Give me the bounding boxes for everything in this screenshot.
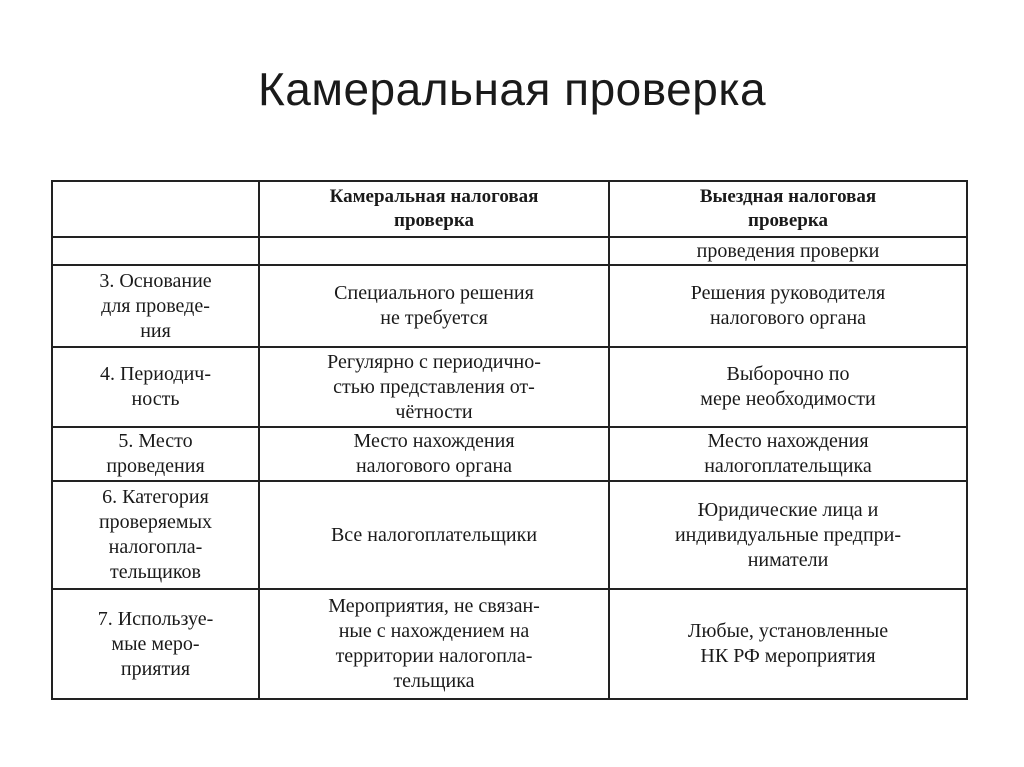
field-line: Любые, установленные bbox=[687, 620, 889, 642]
criterion-cell bbox=[52, 265, 259, 347]
continuation-cell-empty bbox=[52, 237, 259, 265]
continuation-cell-field bbox=[609, 237, 967, 265]
criterion-line: для проведе- bbox=[101, 294, 210, 317]
desk-line: не требуется bbox=[380, 307, 488, 329]
field-line: налогового органа bbox=[709, 307, 867, 329]
criterion-line: проверяемых bbox=[98, 511, 213, 533]
desk-line: Регулярно с периодично- bbox=[327, 350, 541, 373]
criterion-line: 4. Периодич- bbox=[99, 363, 212, 385]
desk-line: территории налогопла- bbox=[335, 645, 533, 667]
criterion-line: ния bbox=[140, 319, 171, 342]
criterion-line: налогопла- bbox=[108, 536, 203, 558]
header-cell-desk-audit bbox=[259, 181, 609, 237]
table-row bbox=[52, 481, 967, 589]
criterion-line: 7. Используе- bbox=[97, 607, 214, 630]
table-row bbox=[52, 265, 967, 347]
field-line: индивидуальные предпри- bbox=[674, 523, 902, 546]
field-line: НК РФ мероприятия bbox=[700, 645, 876, 667]
continuation-cell-empty bbox=[259, 237, 609, 265]
criterion-cell bbox=[52, 589, 259, 699]
criterion-cell bbox=[52, 427, 259, 481]
header-desk-line: Камеральная налоговая bbox=[329, 186, 539, 207]
header-cell-field-audit bbox=[609, 181, 967, 237]
field-line: Выборочно по bbox=[726, 363, 850, 385]
header-field-line: проверка bbox=[748, 210, 828, 231]
desk-line: налогового органа bbox=[355, 455, 513, 477]
field-audit-cell bbox=[609, 589, 967, 699]
criterion-line: мые меро- bbox=[111, 632, 200, 655]
field-line: Решения руководителя bbox=[690, 282, 886, 304]
table-row bbox=[52, 427, 967, 481]
header-cell-empty bbox=[52, 181, 259, 237]
criterion-line: тельщиков bbox=[110, 561, 201, 583]
comparison-table bbox=[51, 180, 968, 700]
field-line: Место нахождения bbox=[707, 430, 869, 452]
continuation-row bbox=[52, 237, 967, 265]
criterion-line: 5. Место bbox=[118, 430, 193, 452]
desk-audit-cell bbox=[259, 481, 609, 589]
header-row bbox=[52, 181, 967, 237]
desk-audit-cell bbox=[259, 347, 609, 427]
field-audit-cell bbox=[609, 427, 967, 481]
field-line: ниматели bbox=[747, 548, 829, 571]
header-desk-line: проверка bbox=[394, 210, 474, 231]
desk-audit-cell bbox=[259, 265, 609, 347]
desk-line: Место нахождения bbox=[353, 430, 515, 452]
criterion-line: проведения bbox=[106, 455, 205, 477]
desk-line: Специального решения bbox=[334, 282, 534, 304]
table-row bbox=[52, 589, 967, 699]
table-row bbox=[52, 347, 967, 427]
field-audit-cell bbox=[609, 265, 967, 347]
field-audit-cell bbox=[609, 481, 967, 589]
desk-audit-cell bbox=[259, 589, 609, 699]
continuation-text: проведения проверки bbox=[696, 239, 880, 262]
desk-line: Все налогоплательщики bbox=[330, 523, 538, 546]
slide-title: Камеральная проверка bbox=[257, 63, 767, 115]
desk-line: стью представления от- bbox=[333, 375, 535, 398]
desk-line: чётности bbox=[395, 400, 473, 423]
criterion-cell bbox=[52, 481, 259, 589]
field-audit-cell bbox=[609, 347, 967, 427]
field-line: Юридические лица и bbox=[697, 498, 879, 521]
desk-audit-cell bbox=[259, 427, 609, 481]
criterion-line: 3. Основание bbox=[99, 269, 212, 292]
criterion-cell bbox=[52, 347, 259, 427]
criterion-line: 6. Категория bbox=[102, 486, 209, 508]
field-line: мере необходимости bbox=[700, 388, 876, 410]
desk-line: тельщика bbox=[393, 670, 475, 692]
criterion-line: ность bbox=[131, 388, 180, 410]
desk-line: Мероприятия, не связан- bbox=[328, 595, 540, 617]
header-field-line: Выездная налоговая bbox=[699, 186, 877, 207]
criterion-line: приятия bbox=[120, 657, 191, 680]
desk-line: ные с нахождением на bbox=[338, 620, 530, 642]
field-line: налогоплательщика bbox=[704, 455, 872, 477]
